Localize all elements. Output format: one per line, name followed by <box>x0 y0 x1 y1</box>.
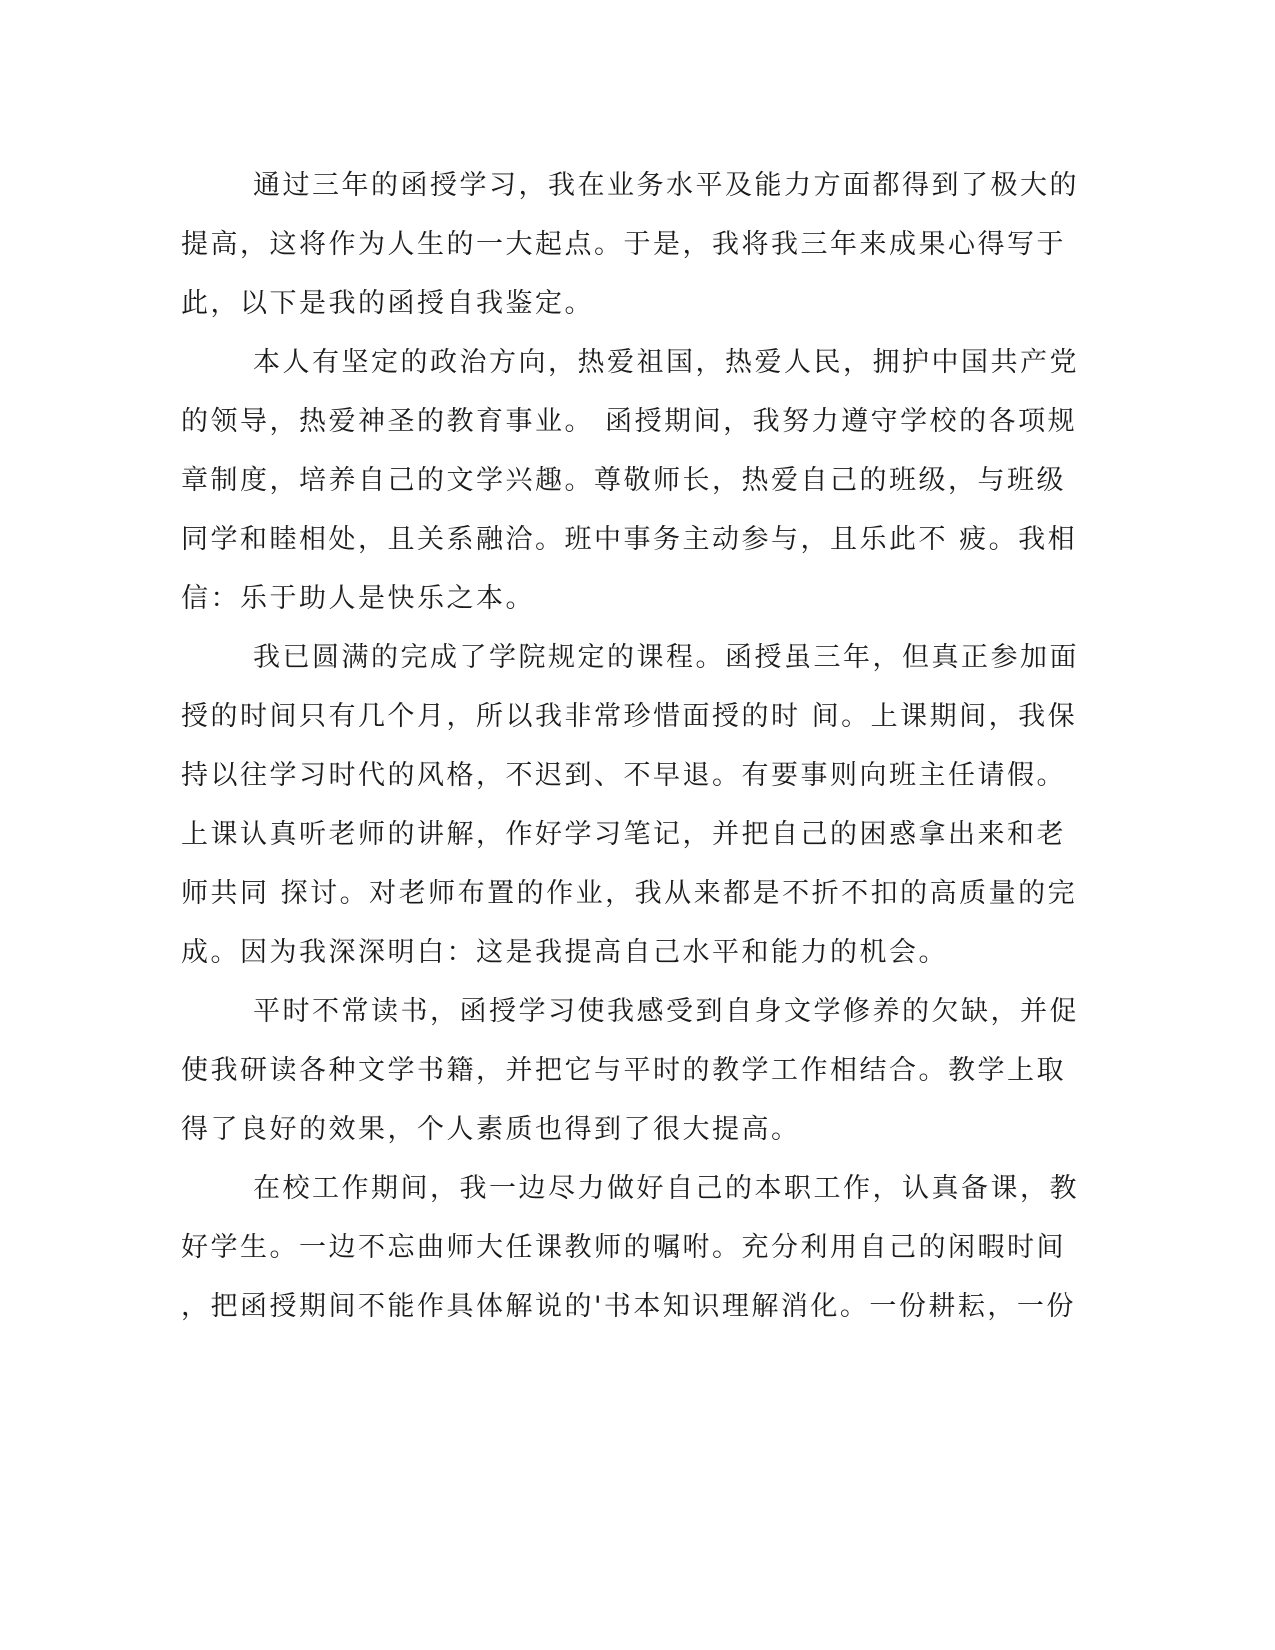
paragraph-2-line-2: 的领导，热爱神圣的教育事业。 函授期间，我努力遵守学校的各项规 <box>181 406 1078 437</box>
paragraph-5-line-1: 在校工作期间，我一边尽力做好自己的本职工作，认真备课，教 <box>253 1173 1079 1204</box>
paragraph-3-line-1: 我已圆满的完成了学院规定的课程。函授虽三年，但真正参加面 <box>253 642 1079 673</box>
paragraph-2-line-1: 本人有坚定的政治方向，热爱祖国，热爱人民，拥护中国共产党 <box>253 347 1079 378</box>
paragraph-2-line-3: 章制度，培养自己的文学兴趣。尊敬师长，热爱自己的班级，与班级 <box>181 465 1066 496</box>
paragraph-3-line-4: 上课认真听老师的讲解，作好学习笔记，并把自己的困惑拿出来和老 <box>181 819 1066 850</box>
paragraph-3-line-6: 成。因为我深深明白：这是我提高自己水平和能力的机会。 <box>181 937 948 968</box>
paragraph-1-line-1: 通过三年的函授学习，我在业务水平及能力方面都得到了极大的 <box>253 170 1079 201</box>
paragraph-4-line-2: 使我研读各种文学书籍，并把它与平时的教学工作相结合。教学上取 <box>181 1055 1066 1086</box>
paragraph-3-line-5: 师共同 探讨。对老师布置的作业，我从来都是不折不扣的高质量的完 <box>181 878 1078 909</box>
paragraph-5-line-2: 好学生。一边不忘曲师大任课教师的嘱咐。充分利用自己的闲暇时间 <box>181 1232 1066 1263</box>
paragraph-4-line-3: 得了良好的效果，个人素质也得到了很大提高。 <box>181 1114 801 1145</box>
document-body <box>181 156 1079 1336</box>
paragraph-2-line-5: 信：乐于助人是快乐之本。 <box>181 583 535 614</box>
paragraph-5-line-3: ，把函授期间不能作具体解说的'书本知识理解消化。一份耕耘，一份 <box>181 1291 1076 1322</box>
paragraph-4-line-1: 平时不常读书，函授学习使我感受到自身文学修养的欠缺，并促 <box>253 996 1079 1027</box>
paragraph-1-line-2: 提高，这将作为人生的一大起点。于是，我将我三年来成果心得写于 <box>181 229 1066 260</box>
paragraph-1-line-3: 此，以下是我的函授自我鉴定。 <box>181 288 594 319</box>
paragraph-3-line-3: 持以往学习时代的风格，不迟到、不早退。有要事则向班主任请假。 <box>181 760 1066 791</box>
paragraph-2-line-4: 同学和睦相处，且关系融洽。班中事务主动参与，且乐此不 疲。我相 <box>181 524 1078 555</box>
paragraph-3-line-2: 授的时间只有几个月，所以我非常珍惜面授的时 间。上课期间，我保 <box>181 701 1078 732</box>
